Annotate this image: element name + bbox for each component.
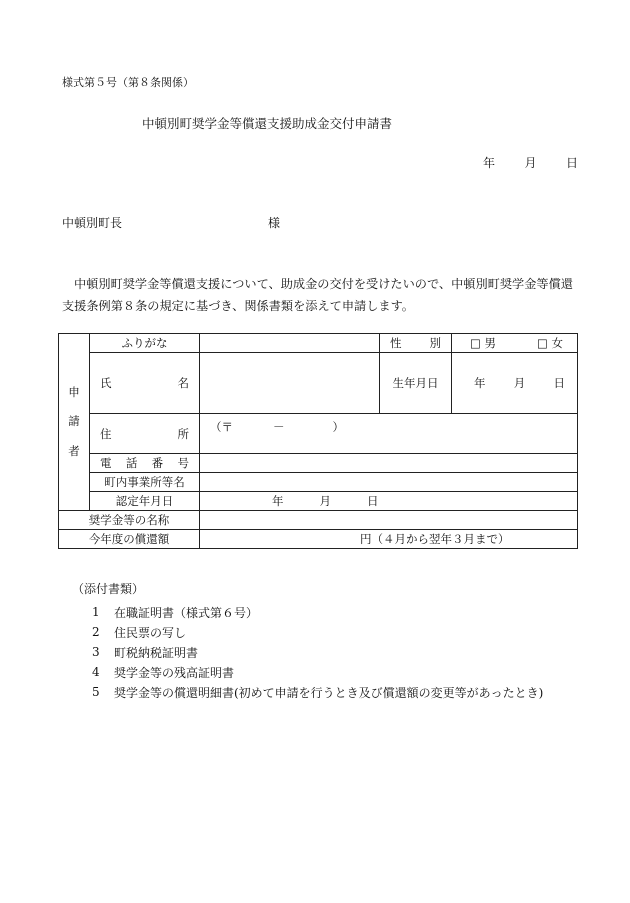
scholarship-name-label: 奨学金等の名称 [59,511,200,530]
phone-field[interactable] [200,454,578,473]
attachment-text: 奨学金等の残高証明書 [114,665,235,680]
attachment-item [72,662,543,682]
attachments-section [72,580,543,702]
attachment-text: 住民票の写し [114,625,187,640]
attachment-number: 5 [92,685,100,699]
furigana-field[interactable] [200,334,380,353]
phone-char-1: 電 [100,456,112,470]
name-char-2: 名 [177,376,189,390]
form-number: 様式第５号（第８条関係） [62,76,194,89]
postal-dash: － [273,420,285,434]
attachment-item [72,602,543,622]
cert-date-field[interactable] [200,492,578,511]
address-char-2: 所 [177,426,189,441]
cert-day-label: 日 [367,494,379,508]
postal-open: （〒 [210,420,233,434]
postal-close: ） [332,420,344,434]
application-statement [62,273,580,317]
date-day-label: 日 [565,156,578,170]
document-title: 中頓別町奨学金等償還支援助成金交付申請書 [142,116,393,131]
name-char-1: 氏 [100,376,112,390]
birth-month-label: 月 [513,376,526,390]
attachment-text: 奨学金等の償還明細書(初めて申請を行うとき及び償還額の変更等があったとき) [114,685,544,700]
address-char-1: 住 [100,426,112,441]
furigana-label: ふりがな [90,334,200,353]
attachments-heading: （添付書類） [72,582,145,596]
address-field[interactable] [200,414,578,454]
birthdate-field[interactable] [452,353,578,414]
date-month-label: 月 [524,156,537,170]
phone-label [90,454,200,473]
cert-date-label: 認定年月日 [90,492,200,511]
gender-female-checkbox[interactable]: □ 女 [536,336,563,350]
address-label [90,414,200,454]
attachment-text: 在職証明書（様式第６号） [114,605,259,620]
gender-male-checkbox[interactable]: □ 男 [470,336,497,350]
phone-char-2: 話 [125,456,138,470]
phone-char-3: 番 [151,456,164,470]
attachment-number: 1 [92,605,100,619]
attachment-item [72,622,543,642]
repayment-unit: 円（４月から翌年３月まで） [360,532,510,546]
office-label: 町内事業所等名 [90,473,200,492]
date-year-label: 年 [483,156,496,170]
name-label [90,353,200,414]
birth-day-label: 日 [553,376,565,390]
office-field[interactable] [200,473,578,492]
gender-label [380,334,452,353]
gender-char-2: 別 [429,336,441,350]
phone-char-4: 号 [177,456,189,470]
cert-year-label: 年 [272,494,284,508]
birthdate-label: 生年月日 [380,353,452,414]
gender-options [452,334,578,353]
birth-year-label: 年 [474,376,486,390]
repayment-field[interactable] [200,530,578,549]
application-date [483,157,578,169]
applicant-char-2: 請 [68,414,80,429]
attachment-item [72,682,543,702]
applicant-char-3: 者 [68,443,80,458]
attachment-number: 3 [92,645,100,659]
applicant-label [59,334,90,511]
application-form-table [58,333,578,549]
repayment-label: 今年度の償還額 [59,530,200,549]
attachment-text: 町税納税証明書 [114,645,199,660]
honorific: 様 [268,216,281,230]
attachment-number: 4 [92,665,100,679]
attachment-number: 2 [92,625,100,639]
cert-month-label: 月 [319,494,331,508]
name-field[interactable] [200,353,380,414]
applicant-char-1: 申 [68,384,80,399]
gender-char-1: 性 [390,336,402,350]
scholarship-name-field[interactable] [200,511,578,530]
statement-text: 中頓別町奨学金等償還支援について、助成金の交付を受けたいので、中頓別町奨学金等償還支援条例第８条の規定に基づき、関係書類を添えて申請します。 [62,277,573,313]
addressee: 中頓別町長 [62,216,123,230]
attachment-item [72,642,543,662]
